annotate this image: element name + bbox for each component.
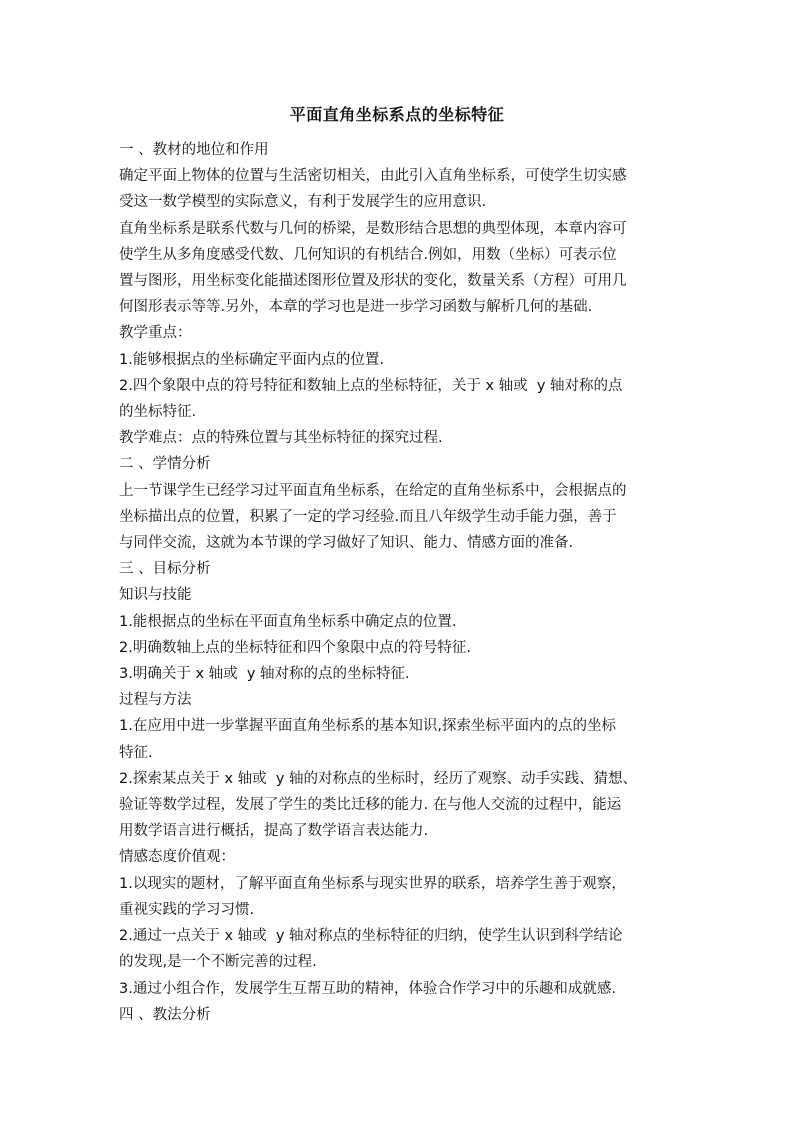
paragraph-line: 置与图形，用坐标变化能描述图形位置及形状的变化，数量关系（方程）可用几	[119, 273, 627, 290]
subheading-teaching-difficulty: 教学难点：点的特殊位置与其坐标特征的探究过程.	[119, 430, 443, 447]
list-item-continuation: 验证等数学过程，发展了学生的类比迁移的能力. 在与他人交流的过程中，能运	[119, 797, 622, 814]
list-item: 2.探索某点关于 x 轴或 y 轴的对称点的坐标时，经历了观察、动手实践、猜想、	[119, 770, 638, 787]
list-item-continuation: 重视实践的学习习惯.	[119, 901, 255, 918]
list-item: 1.在应用中进一步掌握平面直角坐标系的基本知识,探索坐标平面内的点的坐标	[119, 718, 616, 735]
subheading-teaching-focus: 教学重点：	[119, 325, 192, 342]
list-item-continuation: 的发现,是一个不断完善的过程.	[119, 954, 317, 971]
paragraph-line: 上一节课学生已经学习过平面直角坐标系，在给定的直角坐标系中，会根据点的	[119, 482, 627, 499]
list-item: 3.明确关于 x 轴或 y 轴对称的点的坐标特征.	[119, 666, 410, 683]
document-body	[119, 137, 679, 1028]
list-item: 1.能够根据点的坐标确定平面内点的位置.	[119, 351, 384, 368]
paragraph-line: 受这一数学模型的实际意义，有利于发展学生的应用意识.	[119, 194, 487, 211]
list-item: 2.四个象限中点的符号特征和数轴上点的坐标特征，关于 x 轴或 y 轴对称的点	[119, 377, 623, 394]
list-item: 3.通过小组合作，发展学生互帮互助的精神，体验合作学习中的乐趣和成就感.	[119, 980, 616, 997]
list-item-continuation: 的坐标特征.	[119, 404, 197, 421]
paragraph-line: 与同伴交流，这就为本节课的学习做好了知识、能力、情感方面的准备.	[119, 535, 574, 552]
list-item-continuation: 特征.	[119, 744, 153, 761]
paragraph-line: 使学生从多角度感受代数、几何知识的有机结合.例如，用数（坐标）可表示位	[119, 246, 617, 263]
section-heading-2: 二 、学情分析	[119, 456, 211, 473]
section-heading-1: 一 、教材的地位和作用	[119, 142, 269, 158]
paragraph-line: 直角坐标系是联系代数与几何的桥梁，是数形结合思想的典型体现，本章内容可	[119, 220, 627, 237]
document-title: 平面直角坐标系点的坐标特征	[289, 105, 505, 124]
section-heading-3: 三 、目标分析	[119, 561, 211, 578]
subheading-process-methods: 过程与方法	[119, 692, 192, 709]
paragraph-line: 何图形表示等等.另外，本章的学习也是进一步学习函数与解析几何的基础.	[119, 299, 593, 316]
list-item: 2.明确数轴上点的坐标特征和四个象限中点的符号特征.	[119, 639, 471, 656]
list-item: 2.通过一点关于 x 轴或 y 轴对称点的坐标特征的归纳，使学生认识到科学结论	[119, 928, 623, 945]
subheading-knowledge-skills: 知识与技能	[119, 587, 192, 604]
list-item-continuation: 用数学语言进行概括，提高了数学语言表达能力.	[119, 823, 429, 840]
paragraph-line: 确定平面上物体的位置与生活密切相关，由此引入直角坐标系，可使学生切实感	[119, 168, 627, 185]
paragraph-line: 坐标描出点的位置，积累了一定的学习经验.而且八年级学生动手能力强，善于	[119, 508, 617, 525]
list-item: 1.能根据点的坐标在平面直角坐标系中确定点的位置.	[119, 613, 457, 630]
section-heading-4: 四 、教法分析	[119, 1006, 211, 1023]
list-item: 1.以现实的题材，了解平面直角坐标系与现实世界的联系，培养学生善于观察，	[119, 875, 626, 892]
subheading-attitudes-values: 情感态度价值观：	[119, 849, 235, 866]
